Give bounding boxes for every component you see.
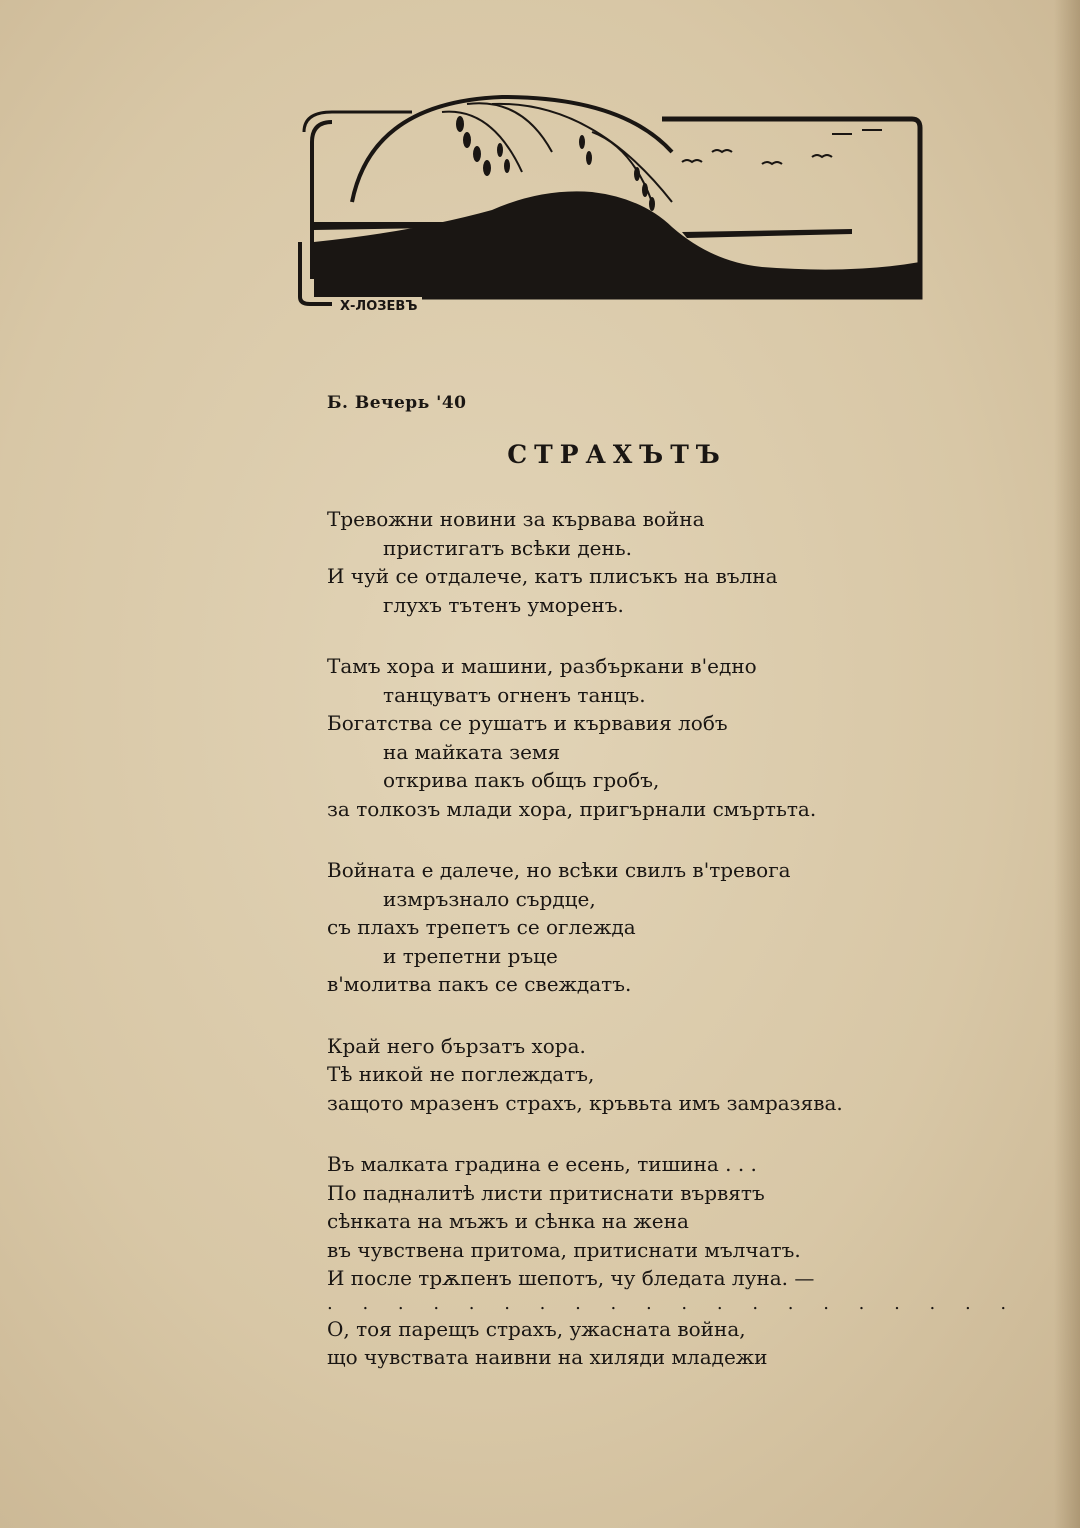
poem-line: съ плахъ трепетъ се оглежда	[327, 915, 636, 939]
poem-line: открива пакъ общъ гробъ,	[383, 768, 660, 792]
poem-line: танцуватъ огненъ танцъ.	[383, 682, 646, 707]
stanza	[327, 1032, 887, 1118]
poem-line: въ чувствена притома, притиснати мълчатъ.	[327, 1237, 801, 1262]
poem-line: и трепетни ръце	[383, 943, 558, 968]
poem-line: О, тоя парещъ страхъ, ужасната война,	[327, 1316, 746, 1341]
poem-line: Войната е далече, но всѣки свилъ в'тревога	[327, 858, 791, 882]
illustration-signature: Х-ЛОЗЕВЪ	[340, 299, 418, 314]
poem-line: сѣнката на мъжъ и сѣнка на жена	[327, 1209, 689, 1233]
poem-line: Богатства се рушатъ и кървавия лобъ	[327, 711, 728, 735]
stanza	[327, 1150, 887, 1293]
poem-line: Тѣ никой не поглеждатъ,	[327, 1062, 595, 1086]
page-edge-shadow	[1054, 0, 1080, 1528]
poem-body	[327, 505, 1019, 1372]
poem-line: на майката земя	[383, 739, 561, 764]
poem-title: СТРАХЪТЪ	[507, 440, 727, 469]
stanza	[327, 652, 887, 823]
poem-line: що чувствата наивни на хиляди младежи	[327, 1345, 768, 1369]
poem-line: защото мразенъ страхъ, кръвьта имъ замразява.	[327, 1090, 843, 1115]
poem-line: Въ малката градина е есень, тишина . . .	[327, 1152, 757, 1176]
landscape-illustration	[292, 92, 928, 314]
poem-line: за толкозъ млади хора, пригърнали смъртьта.	[327, 796, 817, 821]
poem-line: И после трѫпенъ шепотъ, чу бледата луна. —	[327, 1266, 815, 1290]
poem-line: в'молитва пакъ се свеждатъ.	[327, 972, 632, 996]
poem-line: глухъ тътенъ уморенъ.	[383, 592, 624, 617]
stanza	[327, 505, 887, 619]
stanza	[327, 856, 887, 999]
poem-line: пристигатъ всѣки день.	[383, 535, 633, 560]
poem-line: Тамъ хора и машини, разбъркани в'едно	[327, 654, 757, 678]
poem-line: измръзнало сърдце,	[383, 886, 596, 911]
poem-line: Тревожни новини за кървава война	[327, 507, 705, 531]
poem-line: Край него бързатъ хора.	[327, 1033, 586, 1058]
author-line: Б. Вечерь '40	[327, 393, 467, 413]
landscape-vignette	[292, 92, 928, 314]
poem-line: И чуй се отдалече, катъ плисъкъ на вълна	[327, 564, 778, 588]
poem-line: По падналитѣ листи притиснати вървятъ	[327, 1180, 765, 1205]
dotted-separator: . . . . . . . . . . . . . . . . . . . .	[327, 1292, 1019, 1314]
